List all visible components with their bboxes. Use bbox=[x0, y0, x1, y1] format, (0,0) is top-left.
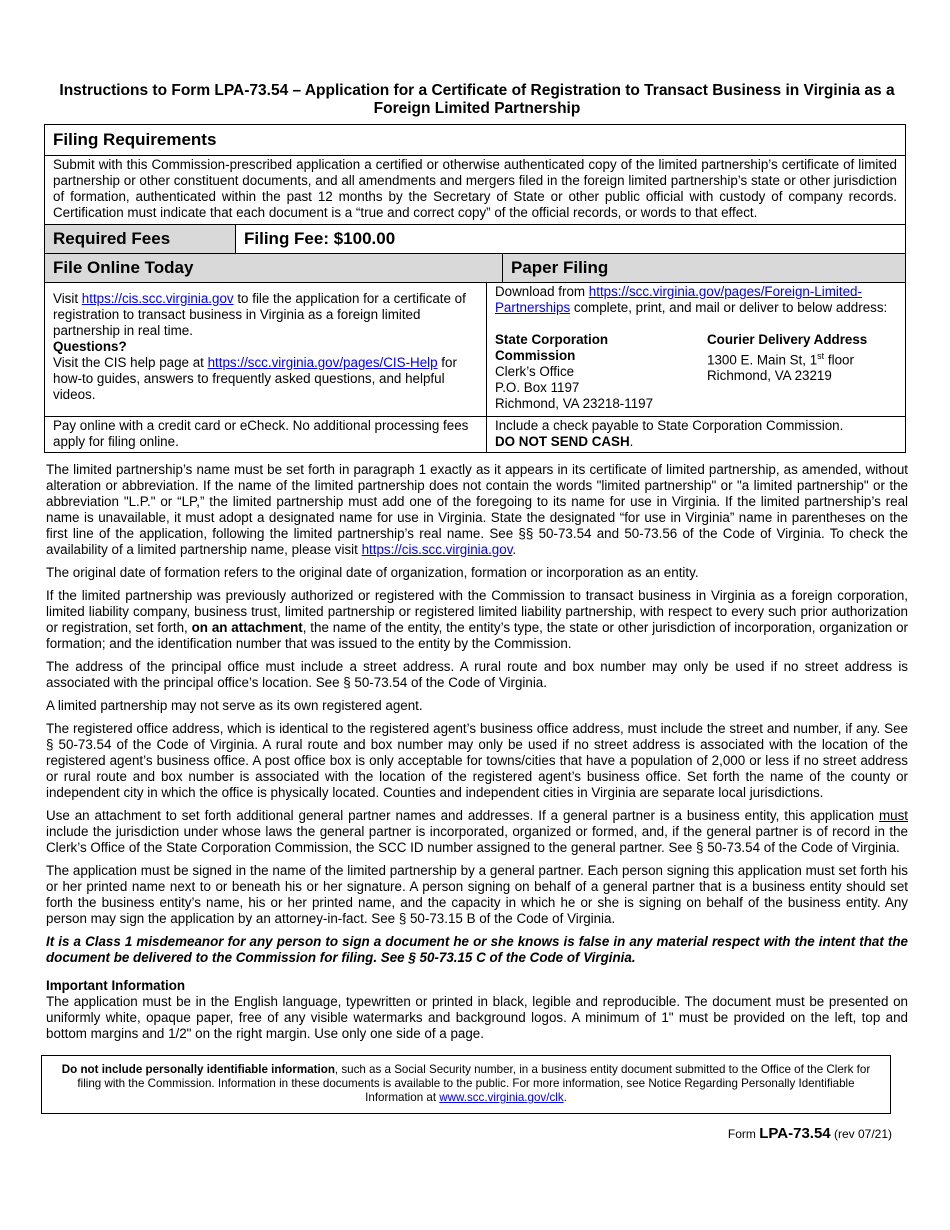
foreign-lp-link[interactable]: https://scc.virginia.gov/pages/Foreign-Limited-Partnerships bbox=[495, 284, 862, 315]
pii-end: . bbox=[563, 1091, 567, 1104]
filing-requirements-heading: Filing Requirements bbox=[45, 125, 905, 155]
paper-instructions bbox=[486, 283, 905, 416]
attachment-emphasis: on an attachment bbox=[191, 620, 303, 635]
courier-title: Courier Delivery Address bbox=[707, 332, 868, 347]
help-text: Visit the CIS help page at bbox=[53, 355, 208, 370]
principal-office-paragraph: The address of the principal office must include a street address. A rural route and box number may only be used if no street address is associated with the principal office’s location. See § 50-73.54 of the Code of Virginia. bbox=[46, 659, 908, 690]
help-text-end: for how-to guides, answers to frequently asked questions, and helpful videos. bbox=[53, 355, 457, 402]
misdemeanor-warning: It is a Class 1 misdemeanor for any person to sign a document he or she knows is false in any material respect with the intent that the document be delivered to the Commission for filing. See § 50-73.15 C of the Code of Virginia. bbox=[46, 934, 908, 965]
footer-form-number: LPA-73.54 bbox=[759, 1125, 831, 1142]
no-cash-period: . bbox=[629, 434, 634, 449]
courier-address bbox=[685, 332, 897, 412]
form-footer bbox=[728, 1126, 892, 1142]
prior-registration-paragraph bbox=[46, 588, 908, 652]
important-info-text: The application must be in the English language, typewritten or printed in black, legible and reproducible. The document must be presented on uniformly white, opaque paper, free of any visible watermarks and background logos. A minimum of 1" must be provided on the left, top and bottom margins and 1/2" on the right margin. Use only one side of a page. bbox=[46, 994, 908, 1041]
download-text: Download from bbox=[495, 284, 589, 299]
name-paragraph bbox=[46, 462, 908, 558]
general-partner-text-end: include the jurisdiction under whose laws the general partner is incorporated, organized or formed, and, if the general partner is of record in the Clerk’s Office of the State Corporation Commission, the SCC ID number assigned to the general partner. See § 50-73.54 of the Code of Virginia. bbox=[46, 824, 908, 855]
paper-payment bbox=[486, 417, 905, 452]
name-paragraph-text: The limited partnership’s name must be set forth in paragraph 1 exactly as it appears in its certificate of limited partnership, as amended, without alteration or abbreviation. If the name of the limited partnership does not contain the words "limited partnership" or "a limited partnership" or the abbreviation "L.P." or “LP,” the limited partnership must add one of the foregoing to its name for use in Virginia. If the limited partnership’s real name is unavailable, it must adopt a designated name for use in Virginia. State the designated “for use in Virginia” name in parentheses on the first line of the application, following the limited partnership’s real name. See §§ 50-73.54 and 50-73.56 of the Code of Virginia. To check the availability of a limited partnership name, please visit bbox=[46, 462, 908, 557]
footer-form-label: Form bbox=[727, 1127, 760, 1141]
general-partner-text: Use an attachment to set forth additional general partner names and addresses. If a general partner is a business entity, this application bbox=[46, 808, 879, 823]
prior-registration-text-end: , the name of the entity, the entity’s type, the state or other jurisdiction of incorporation, organization or formation; and the identification number that was issued to the entity by the Commission. bbox=[46, 620, 908, 651]
mail-title: State Corporation Commission bbox=[495, 332, 609, 363]
instructions-body bbox=[46, 462, 908, 1049]
mail-line-3: Richmond, VA 23218-1197 bbox=[495, 396, 654, 411]
filing-requirements-text: Submit with this Commission-prescribed application a certified or otherwise authenticated copy of the limited partnership’s certificate of limited partnership or other constituent documents, and all amendments and mergers filed in the foreign limited partnership’s state or other jurisdiction of formation, authenticated within the past 12 months by the Secretary of State or other public official with custody of company records. Certification must indicate that each document is a “true and correct copy” of the official records, or words to that effect. bbox=[45, 155, 905, 224]
courier-floor: floor bbox=[824, 352, 854, 368]
page-title: Instructions to Form LPA-73.54 – Application for a Certificate of Registration to Transact Business in Virginia as a Foreign Limited Partnership bbox=[59, 82, 895, 117]
cis-link[interactable]: https://cis.scc.virginia.gov bbox=[81, 291, 234, 306]
paper-filing-heading: Paper Filing bbox=[502, 254, 905, 282]
online-visit-text-end: to file the application for a certificate of registration to transact business in Virginia as a foreign limited partnership in real time. bbox=[53, 291, 466, 338]
mailing-address bbox=[495, 332, 685, 412]
must-emphasis: must bbox=[878, 808, 908, 823]
required-fees-label: Required Fees bbox=[45, 225, 235, 253]
clerk-link[interactable]: www.scc.virginia.gov/clk bbox=[439, 1091, 564, 1104]
mail-line-2: P.O. Box 1197 bbox=[495, 380, 580, 395]
no-cash-text: DO NOT SEND CASH bbox=[495, 434, 630, 449]
online-payment-text: Pay online with a credit card or eCheck. No additional processing fees apply for filing online. bbox=[53, 418, 469, 449]
name-availability-link[interactable]: https://cis.scc.virginia.gov bbox=[361, 542, 513, 557]
footer-revision: (rev 07/21) bbox=[830, 1127, 892, 1141]
courier-sup: st bbox=[817, 351, 825, 361]
fees-row bbox=[45, 224, 905, 253]
filing-info-table bbox=[44, 124, 906, 453]
online-instructions bbox=[45, 283, 486, 416]
registered-agent-paragraph: A limited partnership may not serve as its own registered agent. bbox=[46, 698, 423, 713]
filing-fee-value: Filing Fee: $100.00 bbox=[235, 225, 905, 253]
filing-methods-body bbox=[45, 282, 905, 416]
cis-help-link[interactable]: https://scc.virginia.gov/pages/CIS-Help bbox=[207, 355, 438, 370]
prior-registration-text: If the limited partnership was previously authorized or registered with the Commission to transact business in Virginia as a foreign corporation, limited liability company, business trust, limited partnership or registered limited liability partnership, with respect to every such prior authorization or registration, set forth, bbox=[46, 588, 908, 635]
pii-text: , such as a Social Security number, in a business entity document submitted to the Office of the Clerk for filing with the Commission. Information in these documents is available to the public. For more information, see Notice Regarding Personally Identifiable Information at bbox=[77, 1063, 871, 1104]
registered-office-paragraph: The registered office address, which is identical to the registered agent’s business office address, must include the street and number, if any. See § 50-73.54 of the Code of Virginia. A rural route and box number may only be used if no street address is associated with the location of the registered agent’s business office. A post office box is only acceptable for towns/cities that have a population of 2,000 or less if no street address or rural route and box number is associated with the location of the registered agent’s business office. Set forth the name of the county or independent city in which the office is physically located. Counties and independent cities in Virginia are separate local jurisdictions. bbox=[46, 721, 908, 800]
name-paragraph-end: . bbox=[512, 542, 517, 557]
courier-line-2: Richmond, VA 23219 bbox=[707, 368, 832, 384]
no-cash-line bbox=[495, 434, 897, 450]
file-online-heading: File Online Today bbox=[45, 254, 502, 282]
important-info-heading: Important Information bbox=[46, 978, 186, 993]
download-text-end: complete, print, and mail or deliver to below address: bbox=[570, 300, 888, 315]
courier-line-1 bbox=[707, 348, 897, 368]
filing-methods-header bbox=[45, 253, 905, 282]
signature-paragraph: The application must be signed in the name of the limited partnership by a general partner. Each person signing this application must set forth his or her printed name next to or beneath his or her signature. A person signing on behalf of a general partner that is a business entity should set forth the business entity’s name, his or her printed name, and the capacity in which he or she is signing on behalf of the business entity. Any person may sign the application by an attorney-in-fact. See § 50-73.15 B of the Code of Virginia. bbox=[46, 863, 908, 926]
courier-street: 1300 E. Main St, 1 bbox=[707, 352, 818, 368]
payment-row bbox=[45, 416, 905, 452]
check-text: Include a check payable to State Corporation Commission. bbox=[495, 418, 844, 433]
questions-heading: Questions? bbox=[53, 339, 127, 354]
addresses bbox=[495, 332, 897, 412]
pii-bold: Do not include personally identifiable information bbox=[61, 1063, 335, 1076]
mail-line-1: Clerk’s Office bbox=[495, 364, 575, 379]
pii-notice bbox=[41, 1055, 891, 1114]
general-partner-paragraph bbox=[46, 808, 908, 856]
online-visit-text: Visit bbox=[53, 291, 82, 306]
formation-date-paragraph: The original date of formation refers to the original date of organization, formation or incorporation as an entity. bbox=[46, 565, 699, 580]
